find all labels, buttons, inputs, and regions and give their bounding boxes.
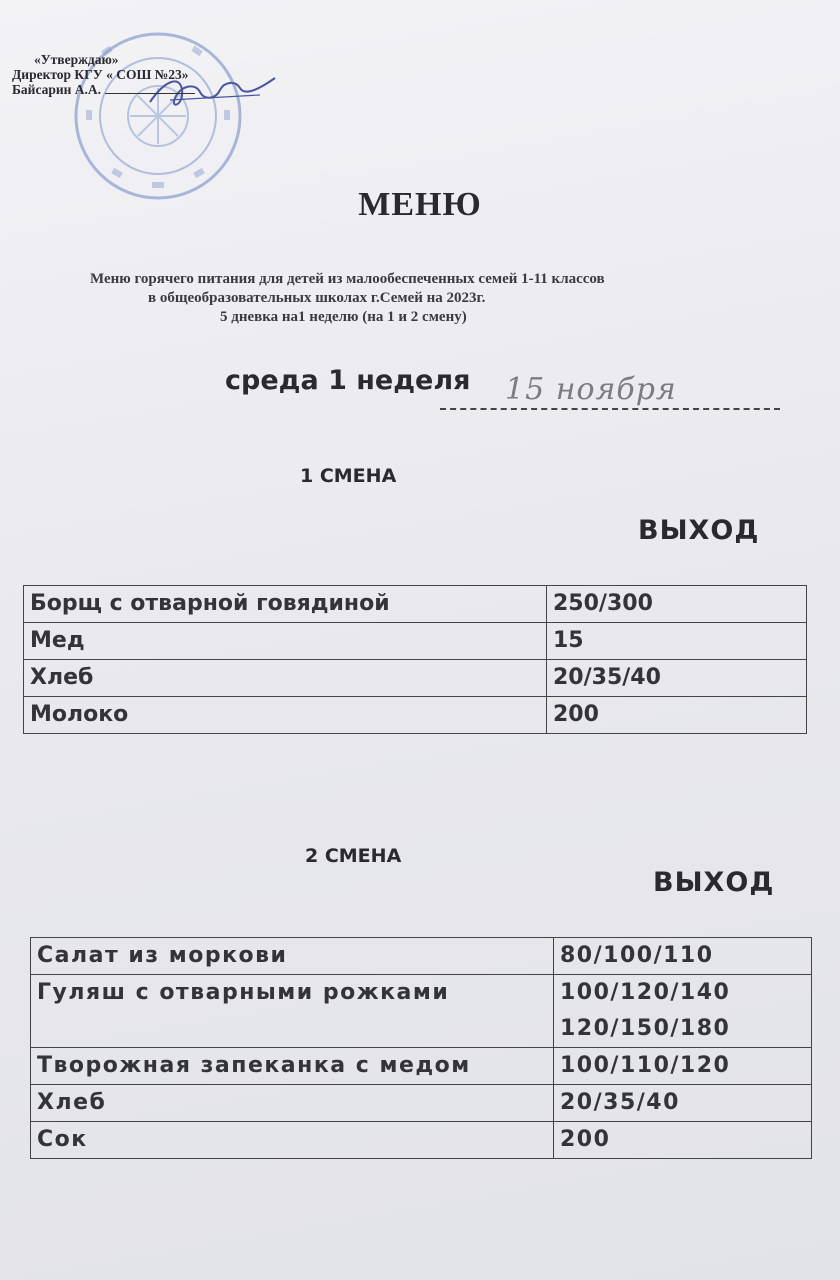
- dish-portion: [554, 975, 812, 1048]
- portion-line-1: 100/120/140: [560, 980, 731, 1005]
- dish-portion: 250/300: [547, 586, 807, 623]
- dish-portion: 20/35/40: [554, 1085, 812, 1122]
- dish-portion: 200: [554, 1122, 812, 1159]
- table-row: [24, 623, 807, 660]
- table-row: [24, 660, 807, 697]
- handwritten-date: 15 ноября: [505, 372, 677, 407]
- portion-line-2: 120/150/180: [560, 1016, 731, 1041]
- table-row: [31, 938, 812, 975]
- signature-line: [105, 93, 195, 94]
- director-name-text: Байсарин А.А.: [12, 82, 102, 97]
- table-row: [31, 975, 812, 1048]
- shift-2-menu-table: [30, 937, 812, 1159]
- description-line-3: 5 дневка на1 неделю (на 1 и 2 смену): [220, 309, 467, 325]
- dish-portion: 80/100/110: [554, 938, 812, 975]
- dish-portion: 200: [547, 697, 807, 734]
- director-title: Директор КГУ « СОШ №23»: [12, 67, 189, 82]
- description-line-1: Меню горячего питания для детей из малообеспеченных семей 1-11 классов: [90, 271, 605, 287]
- dish-name: Мед: [24, 623, 547, 660]
- dish-name: Творожная запеканка с медом: [31, 1048, 554, 1085]
- dish-name: Хлеб: [24, 660, 547, 697]
- dish-name: Гуляш с отварными рожками: [31, 975, 554, 1048]
- dish-name: Хлеб: [31, 1085, 554, 1122]
- dish-portion: 20/35/40: [547, 660, 807, 697]
- approval-heading: «Утверждаю»: [34, 52, 119, 67]
- shift-2-label: 2 СМЕНА: [305, 845, 402, 867]
- shift-2-yield-label: ВЫХОД: [653, 867, 775, 898]
- dish-portion: 100/110/120: [554, 1048, 812, 1085]
- dish-name: Молоко: [24, 697, 547, 734]
- dish-name: Сок: [31, 1122, 554, 1159]
- dish-name: Борщ с отварной говядиной: [24, 586, 547, 623]
- dish-name: Салат из моркови: [31, 938, 554, 975]
- menu-description: [60, 270, 820, 327]
- description-line-2: в общеобразовательных школах г.Семей на 2023г.: [148, 290, 486, 306]
- shift-1-yield-label: ВЫХОД: [638, 515, 760, 546]
- table-row: [24, 697, 807, 734]
- approval-block: [12, 52, 195, 97]
- page-title: МЕНЮ: [358, 186, 482, 223]
- shift-1-menu-table: [23, 585, 807, 734]
- day-heading: среда 1 неделя: [225, 365, 471, 396]
- table-row: [31, 1048, 812, 1085]
- table-row: [24, 586, 807, 623]
- director-name: [12, 82, 195, 97]
- dish-portion: 15: [547, 623, 807, 660]
- table-row: [31, 1085, 812, 1122]
- table-row: [31, 1122, 812, 1159]
- shift-1-label: 1 СМЕНА: [300, 465, 397, 487]
